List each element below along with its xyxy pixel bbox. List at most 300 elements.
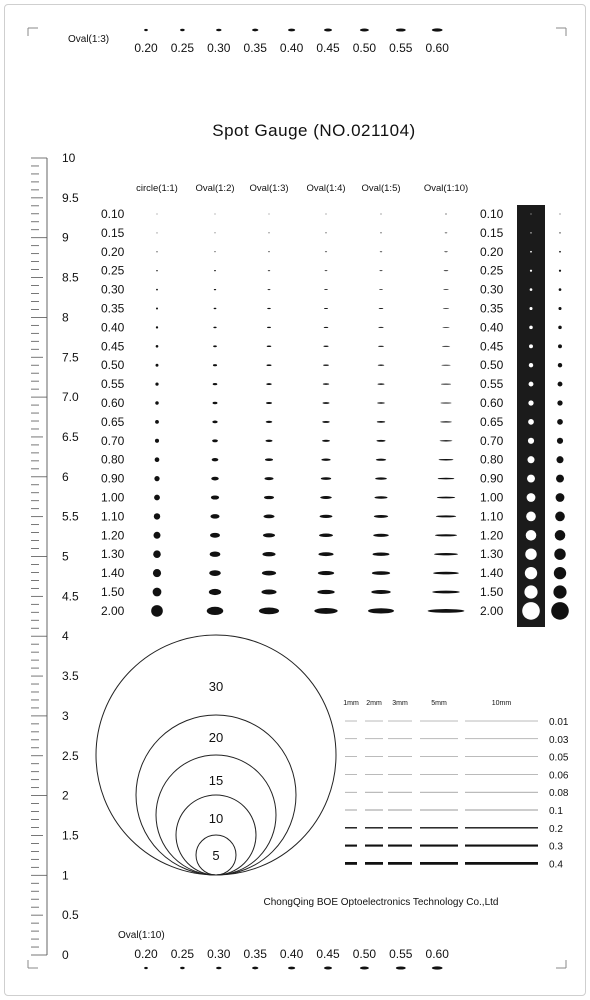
white-spot	[530, 251, 532, 253]
size-label: 1.20	[101, 528, 125, 543]
size-label: 1.20	[480, 528, 504, 543]
gauge-mark	[144, 967, 148, 969]
ruler-label: 1	[62, 868, 69, 883]
circle-label: 15	[208, 773, 224, 788]
size-label: 0.65	[480, 414, 504, 429]
black-spot	[556, 456, 563, 463]
spot-mark	[156, 345, 159, 348]
white-spot	[526, 512, 536, 522]
spot-mark	[157, 232, 158, 233]
size-label: 1.40	[101, 566, 125, 581]
spot-mark	[323, 364, 329, 365]
ruler-label: 0	[62, 948, 69, 962]
spot-mark	[210, 533, 220, 538]
ruler-label: 6.5	[62, 429, 79, 444]
line-width-label: 0.4	[549, 859, 563, 871]
spot-mark	[268, 251, 270, 252]
spot-mark	[263, 533, 275, 537]
gauge-value: 0.35	[243, 41, 267, 55]
spot-mark	[212, 458, 219, 461]
size-label: 0.50	[101, 358, 125, 373]
spot-mark	[154, 513, 160, 519]
spot-mark	[322, 440, 330, 442]
size-label: 0.40	[101, 320, 125, 335]
spot-mark	[380, 233, 382, 234]
spot-mark	[321, 477, 331, 480]
spot-mark	[153, 588, 162, 597]
white-spot	[528, 419, 534, 425]
spot-mark	[375, 477, 387, 479]
spot-mark	[267, 289, 270, 290]
spot-mark	[317, 590, 334, 594]
ruler	[31, 151, 79, 962]
gauge-value: 0.30	[207, 947, 231, 961]
spot-mark	[207, 607, 223, 615]
white-spot	[522, 602, 540, 620]
spot-mark	[319, 534, 333, 537]
gauge-mark	[216, 29, 221, 32]
spot-mark	[376, 459, 386, 461]
spot-mark	[153, 569, 161, 577]
size-label: 0.90	[101, 471, 125, 486]
black-spot	[553, 585, 566, 598]
gauge-mark	[432, 966, 443, 969]
white-spot	[529, 307, 532, 310]
size-label: 0.35	[101, 301, 125, 316]
gauge-mark	[396, 966, 406, 969]
spot-mark	[379, 308, 384, 309]
spot-table	[101, 183, 468, 618]
spot-mark	[323, 346, 328, 347]
white-spot	[524, 585, 537, 598]
spot-mark	[371, 590, 391, 594]
spot-mark	[261, 589, 276, 594]
size-label: 1.10	[480, 509, 504, 524]
spot-mark	[435, 534, 457, 536]
spot-mark	[437, 497, 455, 499]
circle-label: 10	[208, 811, 224, 826]
spot-mark	[155, 439, 159, 443]
spot-mark	[259, 608, 279, 615]
gauge-mark	[432, 28, 443, 31]
white-spot	[530, 232, 531, 233]
black-spot	[557, 400, 562, 405]
spot-mark	[214, 251, 216, 252]
gauge-value: 0.55	[389, 41, 413, 55]
line-width-label: 0.08	[549, 788, 569, 800]
spot-mark	[267, 346, 272, 348]
size-label: 1.00	[480, 490, 504, 505]
size-label: 0.60	[480, 396, 504, 410]
spot-mark	[211, 477, 218, 481]
spot-mark	[324, 327, 329, 328]
size-label: 0.50	[480, 358, 504, 373]
black-spot	[557, 438, 563, 444]
circle-label: 20	[208, 730, 224, 745]
size-label: 0.80	[101, 452, 125, 467]
line-width-label: 0.01	[549, 717, 569, 728]
spot-mark	[157, 214, 158, 215]
size-label: 0.15	[101, 225, 125, 240]
size-label: 0.55	[480, 377, 504, 392]
spot-mark	[214, 233, 215, 234]
line-width-label: 0.3	[549, 841, 563, 853]
spot-mark	[213, 383, 218, 385]
spot-mark	[372, 571, 390, 575]
white-spot	[530, 288, 533, 291]
white-spot	[527, 493, 536, 502]
line-width-label: 0.05	[549, 752, 569, 764]
ruler-label: 5.5	[62, 509, 79, 524]
line-width-label: 0.03	[549, 734, 569, 746]
gauge-mark	[180, 967, 185, 969]
size-label: 0.35	[480, 301, 504, 316]
inverse-spot-column	[480, 205, 569, 627]
spot-mark	[265, 458, 273, 461]
gauge-value: 0.60	[425, 947, 449, 961]
spot-mark	[156, 364, 159, 367]
black-spot	[559, 232, 560, 233]
circle-label: 30	[208, 679, 224, 694]
size-label: 1.30	[480, 547, 504, 562]
spot-mark	[154, 532, 161, 539]
top-gauge-label: Oval(1:3)	[68, 34, 110, 45]
spot-mark	[378, 346, 384, 347]
ruler-label: 2	[62, 788, 69, 803]
line-column-header: 10mm	[491, 700, 512, 707]
size-label: 0.25	[480, 263, 504, 278]
gauge-mark	[324, 29, 332, 32]
spot-mark	[368, 608, 394, 613]
spot-mark	[442, 346, 450, 347]
spot-mark	[445, 233, 448, 234]
spot-mark	[379, 289, 383, 290]
spot-mark	[268, 233, 270, 234]
spot-mark	[442, 327, 449, 328]
spot-mark	[267, 327, 271, 328]
line-width-gauge	[343, 700, 569, 870]
ruler-label: 7.5	[62, 350, 79, 365]
spot-mark	[323, 402, 330, 404]
spot-mark	[265, 440, 272, 442]
corner-mark	[556, 960, 566, 968]
size-label: 2.00	[480, 603, 504, 618]
corner-mark	[556, 28, 566, 36]
spot-mark	[212, 421, 217, 424]
spot-mark	[264, 477, 273, 480]
spot-mark	[314, 608, 337, 614]
spot-mark	[267, 308, 271, 309]
line-column-header: 1mm	[343, 700, 359, 707]
black-spot	[554, 548, 565, 559]
spot-mark	[213, 345, 217, 347]
black-spot	[558, 326, 562, 330]
spot-mark	[440, 402, 451, 403]
gauge-mark	[252, 967, 258, 970]
spot-mark	[266, 383, 272, 385]
corner-mark	[28, 28, 38, 36]
black-strip	[517, 205, 545, 627]
spot-mark	[318, 571, 334, 575]
spot-mark	[263, 515, 274, 519]
corner-mark	[28, 960, 38, 968]
page-title: Spot Gauge (NO.021104)	[212, 121, 416, 140]
spot-mark	[434, 553, 458, 555]
ruler-label: 9	[62, 230, 69, 245]
gauge-mark	[324, 967, 332, 970]
spot-mark	[262, 552, 275, 556]
white-spot	[528, 438, 534, 444]
ruler-label: 3.5	[62, 669, 79, 684]
size-label: 0.10	[101, 207, 125, 221]
black-spot	[556, 475, 564, 483]
black-spot	[554, 567, 566, 579]
spot-mark	[443, 289, 449, 290]
black-spot	[559, 288, 562, 291]
spot-mark	[214, 289, 216, 290]
company-name: ChongQing BOE Optoelectronics Technology Co.,Ltd	[263, 897, 499, 908]
ruler-label: 7.0	[62, 390, 79, 405]
spot-mark	[379, 270, 382, 271]
size-label: 0.45	[480, 339, 504, 354]
spot-mark	[266, 402, 272, 404]
spot-mark	[378, 365, 385, 366]
circle-label: 5	[212, 848, 220, 863]
spot-mark	[209, 589, 221, 595]
line-width-label: 0.1	[549, 806, 563, 817]
spot-mark	[209, 570, 221, 576]
size-label: 0.30	[480, 282, 504, 297]
gauge-mark	[216, 967, 221, 970]
spot-mark	[443, 308, 449, 309]
spot-mark	[428, 609, 465, 613]
size-label: 1.50	[101, 585, 125, 599]
white-spot	[529, 382, 534, 387]
spot-mark	[155, 457, 160, 462]
gauge-value: 0.30	[207, 41, 231, 55]
spot-mark	[210, 514, 219, 519]
spot-mark	[215, 214, 216, 215]
ruler-label: 9.5	[62, 190, 79, 205]
spot-mark	[318, 552, 333, 556]
size-label: 1.30	[101, 547, 125, 562]
gauge-value: 0.20	[134, 947, 158, 961]
spot-mark	[444, 270, 449, 271]
spot-mark	[320, 496, 332, 499]
gauge-value: 0.50	[352, 41, 377, 55]
size-label: 0.10	[480, 207, 504, 221]
spot-mark	[213, 327, 216, 329]
spot-mark	[213, 364, 217, 366]
gauge-value: 0.35	[243, 947, 267, 961]
white-spot	[530, 270, 532, 272]
ruler-label: 8.5	[62, 270, 79, 285]
gauge-value: 0.25	[170, 41, 195, 55]
size-label: 0.30	[101, 282, 125, 297]
bottom-oval-gauge	[28, 930, 566, 970]
gauge-mark	[360, 967, 369, 970]
top-oval-gauge	[28, 28, 566, 55]
black-spot	[558, 382, 563, 387]
spot-mark	[155, 420, 159, 424]
gauge-value: 0.45	[316, 947, 340, 961]
ruler-label: 10	[62, 151, 76, 165]
spot-mark	[436, 515, 456, 517]
gauge-mark	[396, 28, 406, 31]
spot-mark	[214, 308, 217, 309]
gauge-value: 0.25	[170, 947, 195, 961]
spot-mark	[264, 496, 274, 499]
size-label: 0.20	[101, 244, 125, 259]
gauge-mark	[252, 29, 258, 32]
spot-mark	[325, 251, 327, 252]
spot-mark	[377, 402, 385, 404]
line-column-header: 2mm	[366, 700, 382, 707]
size-label: 0.70	[480, 433, 504, 448]
spot-mark	[325, 233, 327, 234]
circle-gauge	[96, 635, 336, 875]
size-label: 0.20	[480, 244, 504, 259]
size-label: 0.25	[101, 263, 125, 278]
column-header: Oval(1:3)	[249, 183, 289, 194]
black-spot	[559, 270, 561, 272]
black-spot	[555, 530, 566, 541]
size-label: 1.50	[480, 585, 504, 599]
white-spot	[531, 214, 532, 215]
spot-mark	[380, 251, 383, 252]
size-label: 1.40	[480, 566, 504, 581]
spot-mark	[378, 327, 383, 328]
spot-mark	[325, 214, 326, 215]
spot-mark	[377, 383, 384, 384]
gauge-value: 0.55	[389, 947, 413, 961]
spot-mark	[156, 270, 157, 271]
size-label: 0.70	[101, 433, 125, 448]
gauge-value: 0.60	[425, 41, 449, 55]
black-spot	[556, 493, 565, 502]
spot-mark	[373, 534, 389, 537]
size-label: 1.00	[101, 490, 125, 505]
size-label: 0.55	[101, 377, 125, 392]
spot-mark	[441, 365, 450, 366]
gauge-value: 0.40	[279, 41, 304, 55]
spot-mark	[441, 384, 451, 385]
line-column-header: 3mm	[392, 700, 408, 707]
black-spot	[560, 214, 561, 215]
spot-mark	[373, 553, 390, 556]
size-label: 2.00	[101, 603, 125, 618]
spot-mark	[440, 421, 452, 422]
gauge-mark	[360, 29, 369, 32]
white-spot	[525, 548, 536, 559]
spot-mark	[154, 495, 160, 501]
size-label: 0.60	[101, 396, 125, 410]
spot-mark	[156, 251, 157, 252]
white-spot	[529, 344, 533, 348]
bottom-gauge-label: Oval(1:10)	[118, 930, 165, 941]
white-spot	[527, 456, 534, 463]
spot-mark	[324, 308, 328, 309]
spot-mark	[440, 440, 453, 441]
black-spot	[559, 251, 561, 253]
gauge-value: 0.20	[134, 41, 158, 55]
spot-mark	[156, 289, 158, 291]
spot-mark	[439, 459, 454, 460]
spot-mark	[323, 383, 329, 385]
spot-mark	[320, 515, 333, 518]
spot-mark	[214, 270, 216, 271]
white-spot	[527, 475, 535, 483]
spot-mark	[155, 401, 158, 404]
ruler-label: 8	[62, 310, 69, 325]
spot-mark	[377, 421, 385, 423]
ruler-label: 4	[62, 629, 69, 644]
spot-mark	[438, 478, 455, 480]
spot-mark	[213, 402, 218, 404]
spot-mark	[324, 289, 327, 290]
black-spot	[557, 419, 563, 425]
column-header: Oval(1:4)	[306, 183, 346, 194]
spot-mark	[212, 439, 218, 442]
ruler-label: 3	[62, 708, 69, 723]
ruler-label: 4.5	[62, 589, 79, 604]
spot-mark	[266, 421, 273, 423]
spot-mark	[445, 214, 447, 215]
gauge-mark	[288, 29, 295, 32]
spot-mark	[154, 476, 159, 481]
black-spot	[558, 307, 561, 310]
line-width-label: 0.06	[549, 770, 569, 782]
ruler-label: 6	[62, 469, 69, 484]
spot-mark	[151, 605, 163, 617]
spot-mark	[266, 364, 271, 366]
spot-mark	[321, 459, 330, 461]
size-label: 0.45	[101, 339, 125, 354]
spot-mark	[153, 550, 161, 558]
spot-mark	[211, 495, 219, 499]
black-spot	[555, 512, 565, 522]
black-spot	[551, 602, 569, 620]
spot-mark	[268, 214, 269, 215]
spot-mark	[156, 307, 158, 309]
size-label: 0.80	[480, 452, 504, 467]
black-spot	[558, 363, 562, 367]
gauge-mark	[288, 967, 295, 970]
size-label: 0.40	[480, 320, 504, 335]
spot-mark	[374, 515, 388, 518]
size-label: 0.15	[480, 225, 504, 240]
white-spot	[526, 530, 537, 541]
spot-mark	[444, 251, 448, 252]
white-spot	[529, 363, 533, 367]
spot-mark	[325, 270, 328, 271]
column-header: circle(1:1)	[136, 183, 178, 194]
line-column-header: 5mm	[431, 700, 447, 707]
size-label: 0.90	[480, 471, 504, 486]
spot-mark	[210, 552, 221, 557]
spot-mark	[262, 571, 276, 576]
spot-mark	[432, 591, 460, 594]
spot-mark	[376, 440, 385, 442]
spot-mark	[155, 382, 158, 385]
spot-mark	[374, 496, 387, 499]
spot-mark	[156, 326, 158, 328]
gauge-value: 0.50	[352, 947, 377, 961]
ruler-label: 2.5	[62, 748, 79, 763]
spot-mark	[322, 421, 330, 423]
black-spot	[558, 344, 562, 348]
gauge-mark	[144, 29, 148, 31]
